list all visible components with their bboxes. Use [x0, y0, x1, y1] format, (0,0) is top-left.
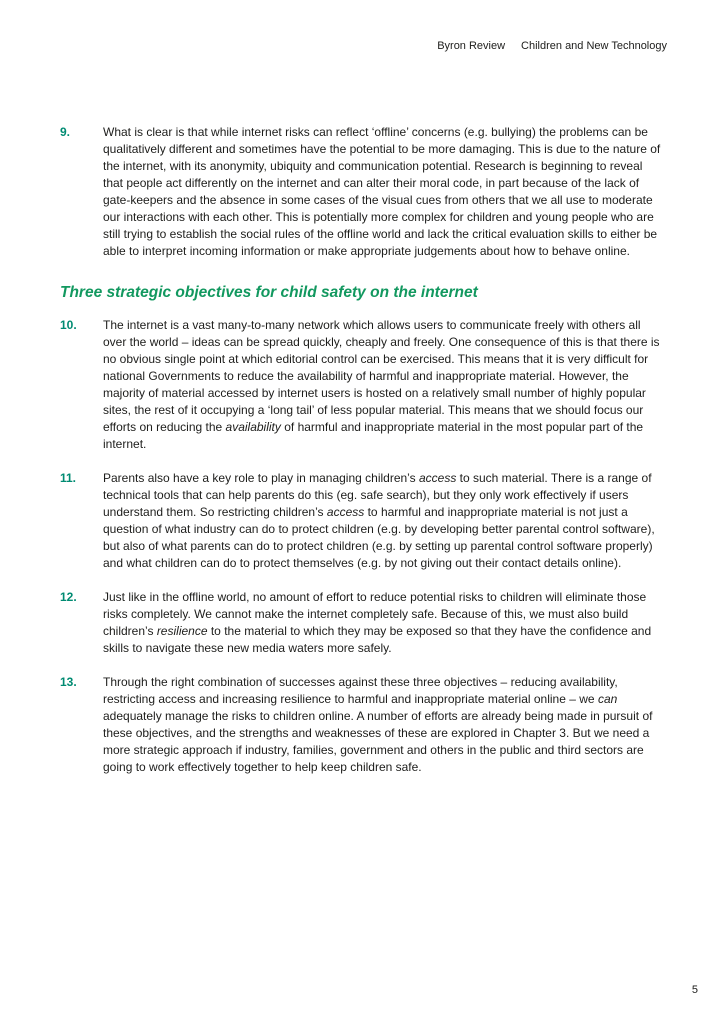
paragraph-text-emphasis: resilience	[156, 624, 208, 638]
paragraph-text-emphasis: access	[418, 471, 457, 485]
header-chapter-title: Children and New Technology	[521, 40, 667, 52]
paragraph-text-run: to harmful and inappropriate material is not just a question of what industry can do to protect children (e.g. by developing better parental control software), but also of what parents can do to protect children (e.g. by setting up parental control software properly) and what children can do to protect themselves (e.g. by not giving out their contact details online).	[103, 505, 655, 570]
paragraph-text	[103, 674, 662, 776]
paragraph-text	[103, 470, 662, 572]
page-number: 5	[691, 984, 698, 996]
paragraph-text	[103, 124, 662, 260]
paragraph-number: 11.	[60, 471, 77, 485]
paragraph-number: 12.	[60, 590, 77, 604]
numbered-paragraph	[60, 317, 662, 453]
paragraph-text	[103, 317, 662, 453]
paragraph-text-run: The internet is a vast many-to-many network which allows users to communicate freely with others all over the world – ideas can be spread quickly, cheaply and freely. One consequence of this is that there is no obvious single point at which editorial control can be exercised. This means that it is very difficult for national Governments to reduce the availability of harmful and inappropriate material. However, the majority of material accessed by internet users is hosted on a relatively small number of highly popular sites, the rest of it occupying a ‘long tail’ of less popular material. This means that we should focus our efforts on reducing the	[103, 318, 660, 434]
paragraph-text-run: Parents also have a key role to play in managing children’s	[103, 471, 419, 485]
numbered-paragraph	[60, 124, 662, 260]
paragraph-number: 13.	[60, 675, 77, 689]
paragraph-text-run: Just like in the offline world, no amount of effort to reduce potential risks to children will eliminate those risks completely. We cannot make the internet completely safe. Because of this, we must also build children’s	[103, 590, 647, 638]
paragraph-text-run: Through the right combination of successes against these three objectives – reducing availability, restricting access and increasing resilience to harmful and inappropriate material online – we	[103, 675, 618, 706]
numbered-paragraph	[60, 589, 662, 657]
paragraph-number: 9.	[60, 125, 71, 139]
header-doc-title: Byron Review	[437, 40, 506, 52]
paragraph-text-emphasis: can	[597, 692, 618, 706]
paragraph-number: 10.	[60, 318, 77, 332]
paragraph-text-run: What is clear is that while internet risks can reflect ‘offline’ concerns (e.g. bullying) the problems can be qualitatively different and sometimes have the potential to be more damaging. This is due to the nature of the internet, with its anonymity, ubiquity and communication potential. Research is beginning to reveal that people act differently on the internet and can alter their moral code, in part because of the lack of gate-keepers and the absence in some cases of the visual cues from others that we all use to moderate our interactions with each other. This is potentially more complex for children and young people who are still trying to establish the social rules of the offline world and lack the critical evaluation skills to either be able to interpret incoming information or make appropriate judgements about how to behave online.	[103, 125, 661, 258]
paragraph-text-emphasis: access	[326, 505, 365, 519]
paragraph-text-run: adequately manage the risks to children online. A number of efforts are already being made in pursuit of these objectives, and the strengths and weaknesses of these are explored in Chapter 3. But we need a more strategic approach if industry, families, government and others in the public and third sectors are going to work effectively together to help keep children safe.	[103, 709, 653, 774]
paragraph-text-run: of harmful and inappropriate material in the most popular part of the internet.	[103, 420, 644, 451]
paragraph-text-emphasis: availability	[225, 420, 281, 434]
page-header	[437, 40, 667, 53]
numbered-paragraph	[60, 674, 662, 776]
paragraph-text	[103, 589, 662, 657]
numbered-paragraph	[60, 470, 662, 572]
document-body	[60, 124, 662, 793]
section-heading: Three strategic objectives for child safety on the internet	[60, 284, 478, 301]
paragraph-text-run: to the material to which they may be exposed so that they have the confidence and skills to navigate these new media waters more safely.	[103, 624, 652, 655]
paragraph-text-run: to such material. There is a range of technical tools that can help parents do this (eg. safe search), but they only work effectively if users understand them. So restricting children’s	[103, 471, 652, 519]
